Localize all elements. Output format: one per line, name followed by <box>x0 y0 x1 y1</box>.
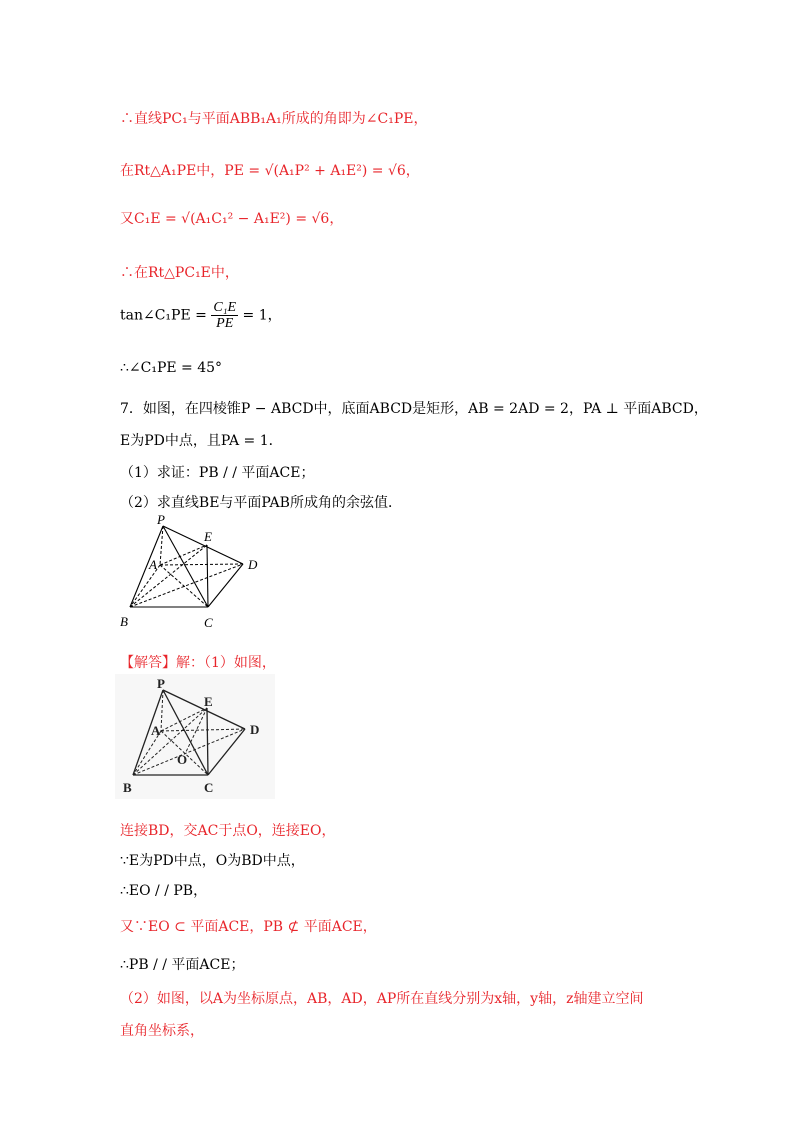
tan-fraction <box>211 300 238 331</box>
solution-line-angle-result: ∴∠C₁PE = 45° <box>120 360 223 376</box>
tan-denominator: PE <box>216 316 234 331</box>
fig1-label-c: C <box>204 615 213 630</box>
tan-suffix: = 1， <box>242 307 282 324</box>
solution-step-midpoints: ∵E为PD中点，O为BD中点， <box>120 853 305 869</box>
fig2-label-o: O <box>177 752 188 767</box>
fig2-label-e: E <box>204 694 213 709</box>
pyramid-figure-with-o <box>115 674 275 799</box>
solution-step-subset: 又∵EO ⊂ 平面ACE，PB ⊄ 平面ACE， <box>120 919 377 935</box>
question-7-line-1: 7．如图，在四棱锥P − ABCD中，底面ABCD是矩形，AB = 2AD = 2，PA ⊥ 平面ABCD， <box>120 401 708 417</box>
fig1-label-d: D <box>248 557 258 572</box>
question-7-line-2: E为PD中点，且PA = 1． <box>120 433 283 449</box>
fig1-label-b: B <box>120 614 128 629</box>
fig2-label-c: C <box>204 780 214 795</box>
fig2-label-a: A <box>151 723 161 738</box>
solution-line-pe: 在Rt△A₁PE中，PE = √(A₁P² + A₁E²) = √6， <box>120 163 420 179</box>
fig1-label-a: A <box>149 557 157 572</box>
tan-prefix: tan∠C₁PE = <box>120 307 207 324</box>
solution-step-parallel: ∴EO / / PB， <box>120 883 208 899</box>
solution-line-tan <box>120 300 282 331</box>
solution-line-c1e: 又C₁E = √(A₁C₁² − A₁E²) = √6， <box>120 211 344 227</box>
solution-line-angle: ∴直线PC₁与平面ABB₁A₁所成的角即为∠C₁PE， <box>120 111 428 127</box>
solution-part-2-line-2: 直角坐标系， <box>120 1023 204 1039</box>
fig1-label-e: E <box>204 529 212 544</box>
tan-numerator: C₁E <box>213 300 237 315</box>
fig2-label-p: P <box>157 676 165 691</box>
fig2-label-d: D <box>250 722 260 737</box>
pyramid-figure <box>115 512 275 632</box>
question-7-part-2: （2）求直线BE与平面PAB所成角的余弦值． <box>120 495 402 511</box>
solution-step-conclusion: ∴PB / / 平面ACE； <box>120 957 245 973</box>
fig2-label-b: B <box>123 780 132 795</box>
fig1-label-p: P <box>157 512 165 527</box>
question-7-part-1: （1）求证：PB / / 平面ACE； <box>120 465 315 481</box>
answer-header: 【解答】解：（1）如图， <box>120 655 276 671</box>
solution-line-triangle: ∴在Rt△PC₁E中， <box>120 265 239 281</box>
solution-part-2-line-1: （2）如图，以A为坐标原点，AB，AD，AP所在直线分别为x轴，y轴，z轴建立空间 <box>120 991 644 1007</box>
solution-step-connect: 连接BD，交AC于点O，连接EO， <box>120 823 336 839</box>
